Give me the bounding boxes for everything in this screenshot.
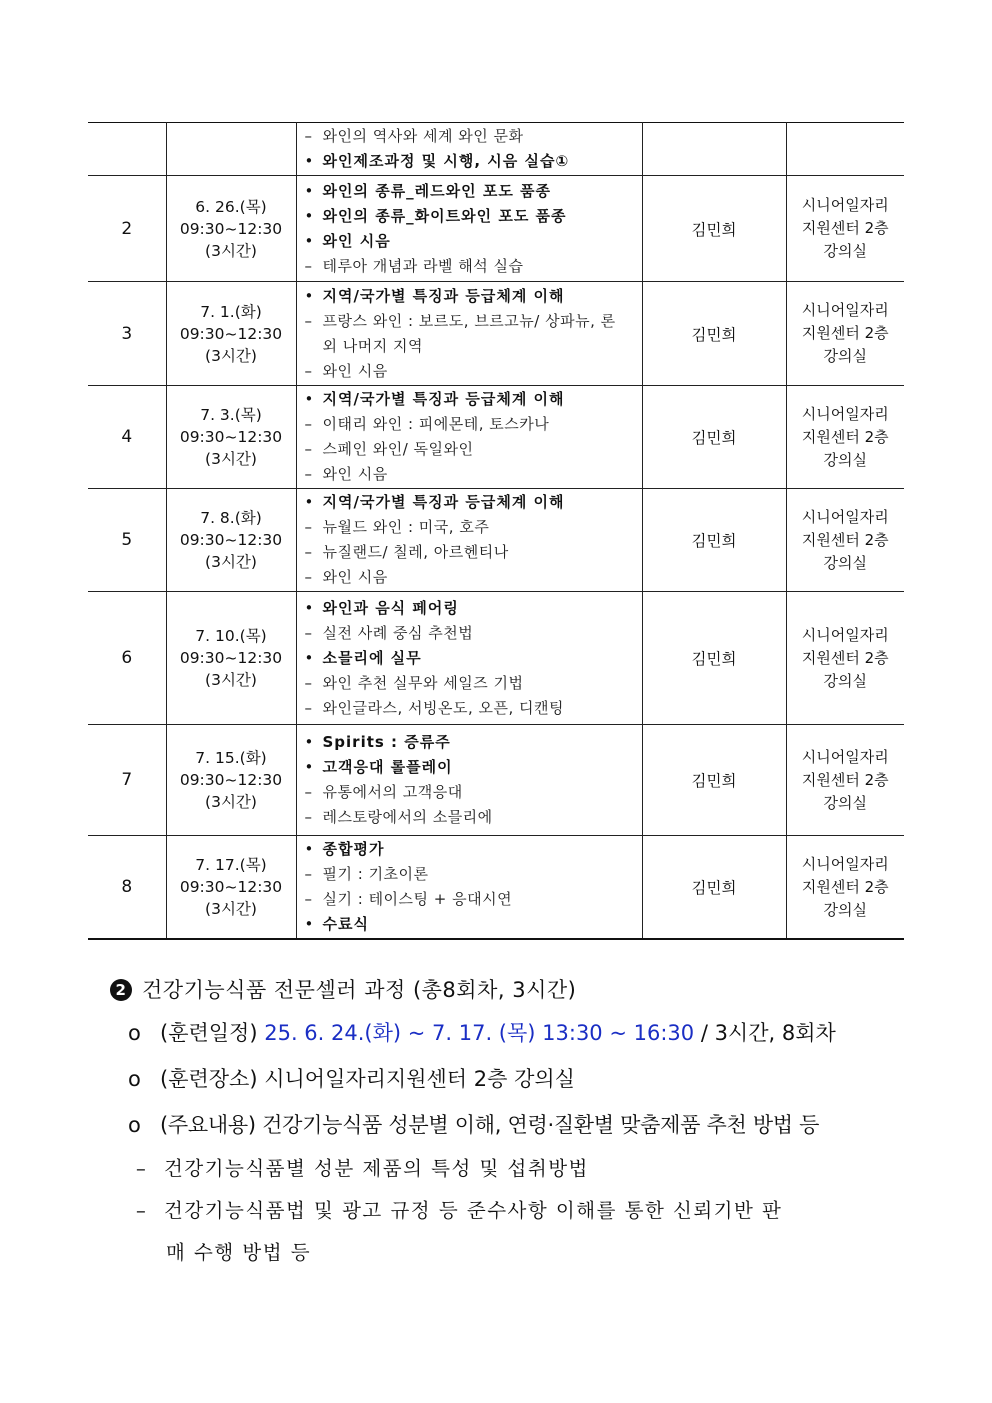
content-text: 지역/국가별 특징과 등급체계 이해	[322, 286, 565, 305]
curriculum-table	[88, 122, 904, 940]
date-line: (3시간)	[205, 450, 257, 468]
place-line: 지원센터 2층	[801, 324, 889, 342]
table-row	[88, 836, 904, 940]
instructor: 김민희	[642, 592, 786, 725]
date-line: 09:30~12:30	[179, 878, 283, 896]
content-text: 지역/국가별 특징과 등급체계 이해	[322, 493, 565, 511]
content-text: 실기 : 테이스팅 + 응대시연	[322, 890, 513, 908]
session-content	[296, 592, 642, 725]
date-line: (3시간)	[205, 793, 257, 811]
date-line: (3시간)	[205, 241, 257, 260]
content-text: 와인의 종류_레드와인 포도 품종	[322, 181, 552, 200]
instructor: 김민희	[642, 489, 786, 592]
dash-marker: –	[304, 127, 312, 145]
place-line: 강의실	[823, 671, 867, 690]
place-line: 강의실	[823, 793, 867, 812]
date-line: 6. 26.(목)	[195, 197, 267, 216]
session-number: 2	[88, 176, 166, 282]
dash-marker: –	[304, 568, 312, 586]
place-value: 시니어일자리지원센터 2층 강의실	[264, 1067, 575, 1091]
bullet-marker: •	[304, 598, 314, 617]
table-row	[88, 725, 904, 836]
dash-item	[305, 412, 636, 437]
session-date	[166, 725, 296, 836]
section-title	[110, 970, 930, 1010]
bullet-marker: •	[304, 152, 314, 170]
dash-marker: –	[304, 623, 312, 642]
bullet-marker: •	[304, 390, 314, 408]
bullet-item	[305, 490, 636, 515]
section-number: 2	[110, 979, 132, 1001]
dash-marker: –	[304, 808, 312, 826]
dash-item	[305, 696, 636, 721]
date-line: 7. 8.(화)	[200, 509, 262, 527]
place-line: 지원센터 2층	[801, 219, 889, 237]
instructor: 김민희	[642, 725, 786, 836]
table-row	[88, 176, 904, 282]
section-title-text: 건강기능식품 전문셀러 과정 (총8회차, 3시간)	[142, 978, 577, 1002]
session-content	[296, 725, 642, 836]
bullet-marker: •	[304, 648, 314, 667]
date-line: 09:30~12:30	[179, 219, 283, 238]
place-line: 시니어일자리	[801, 625, 889, 644]
place-line: 시니어일자리	[801, 196, 889, 214]
content-text: 와인글라스, 서빙온도, 오픈, 디캔팅	[322, 698, 564, 717]
schedule-value: 25. 6. 24.(화) ~ 7. 17. (목) 13:30 ~ 16:30	[264, 1021, 695, 1045]
place-line: 지원센터 2층	[801, 530, 889, 549]
date-line: 09:30~12:30	[179, 531, 283, 549]
session-date	[166, 282, 296, 386]
place-line: 지원센터 2층	[801, 648, 889, 667]
detail-line: – 건강기능식품별 성분 제품의 특성 및 섭취방법	[136, 1157, 589, 1180]
content-text: 와인의 종류_화이트와인 포도 품종	[322, 206, 567, 225]
content-text: 스페인 와인/ 독일와인	[322, 440, 474, 458]
dash-item	[305, 309, 636, 359]
instructor: 김민희	[642, 836, 786, 940]
instructor	[642, 123, 786, 176]
place-line: 시니어일자리	[801, 404, 889, 423]
place-item	[128, 1056, 930, 1102]
detail-line: – 건강기능식품법 및 광고 규정 등 준수사항 이해를 통한 신뢰기반 판	[136, 1199, 783, 1222]
bullet-item	[305, 149, 636, 174]
session-content	[296, 282, 642, 386]
session-content	[296, 386, 642, 489]
bullet-marker: •	[304, 286, 314, 305]
session-number: 4	[88, 386, 166, 489]
content-text: 뉴월드 와인 : 미국, 호주	[322, 518, 490, 536]
place-line: 시니어일자리	[801, 301, 889, 319]
item-label: (훈련장소)	[160, 1067, 258, 1091]
date-line: 7. 17.(목)	[195, 856, 267, 874]
dash-item	[305, 887, 636, 912]
session-number: 7	[88, 725, 166, 836]
dash-item	[305, 515, 636, 540]
content-text: 와인제조과정 및 시행, 시음 실습①	[322, 152, 570, 170]
dash-item	[305, 862, 636, 887]
bullet-marker: •	[304, 840, 314, 858]
content-value: 건강기능식품 성분별 이해, 연령·질환별 맞춤제품 추천 방법 등	[262, 1113, 820, 1137]
place	[786, 386, 904, 489]
dash-marker: –	[304, 543, 312, 561]
content-text: 레스토랑에서의 소믈리에	[322, 808, 493, 826]
date-line: 09:30~12:30	[179, 649, 283, 667]
date-line: 7. 15.(화)	[195, 749, 267, 767]
content-text: 와인의 역사와 세계 와인 문화	[322, 127, 524, 145]
instructor: 김민희	[642, 282, 786, 386]
schedule-item	[128, 1010, 930, 1056]
place	[786, 725, 904, 836]
place-line: 강의실	[823, 900, 867, 919]
dash-marker: –	[304, 440, 312, 458]
place-line: 지원센터 2층	[801, 427, 889, 446]
bullet-marker: •	[304, 915, 314, 933]
bullet-item	[305, 755, 636, 780]
date-line: 7. 1.(화)	[200, 302, 262, 321]
table-row	[88, 386, 904, 489]
date-line: 7. 3.(목)	[200, 406, 262, 424]
circle-marker: o	[128, 1113, 141, 1137]
session-number: 5	[88, 489, 166, 592]
place	[786, 836, 904, 940]
bullet-marker: •	[304, 758, 314, 776]
dash-item	[305, 565, 636, 590]
content-item	[128, 1102, 930, 1148]
content-text: 와인과 음식 페어링	[322, 598, 459, 617]
bullet-item	[305, 387, 636, 412]
content-text: 수료식	[322, 915, 369, 933]
dash-item	[305, 462, 636, 487]
place-line: 강의실	[823, 553, 867, 572]
bullet-item	[305, 912, 636, 937]
table-row	[88, 123, 904, 176]
content-text: 필기 : 기초이론	[322, 865, 429, 883]
instructor: 김민희	[642, 176, 786, 282]
table-row	[88, 592, 904, 725]
bullet-marker: •	[304, 733, 314, 751]
dash-item	[305, 437, 636, 462]
place-line: 강의실	[823, 347, 867, 365]
content-text: 소믈리에 실무	[322, 648, 422, 667]
session-date	[166, 836, 296, 940]
dash-item	[305, 540, 636, 565]
place-line: 시니어일자리	[801, 854, 889, 873]
dash-marker: –	[304, 865, 312, 883]
content-text: 프랑스 와인 : 보르도, 브르고뉴/ 상파뉴, 론 외 나머지 지역	[322, 311, 616, 355]
bullet-item	[305, 179, 636, 204]
table-row	[88, 282, 904, 386]
circle-marker: o	[128, 1021, 141, 1045]
date-line: (3시간)	[205, 553, 257, 571]
session-content	[296, 176, 642, 282]
place-line: 강의실	[823, 450, 867, 469]
item-label: (훈련일정)	[160, 1021, 258, 1045]
bullet-item	[305, 837, 636, 862]
dash-marker: –	[304, 890, 312, 908]
schedule-suffix: / 3시간, 8회차	[694, 1021, 836, 1045]
detail-text: 매 수행 방법 등	[166, 1241, 312, 1264]
dash-marker: –	[304, 698, 312, 717]
bullet-item	[305, 229, 636, 254]
dash-marker: –	[304, 673, 312, 692]
date-line: (3시간)	[205, 346, 257, 365]
session-content	[296, 123, 642, 176]
dash-item	[305, 621, 636, 646]
session-number: 3	[88, 282, 166, 386]
dash-marker: –	[304, 518, 312, 536]
session-content	[296, 489, 642, 592]
session-date	[166, 176, 296, 282]
dash-marker: –	[304, 311, 312, 330]
instructor: 김민희	[642, 386, 786, 489]
content-text: 실전 사례 중심 추천법	[322, 623, 474, 642]
dash-marker: –	[304, 415, 312, 433]
bullet-marker: •	[304, 493, 314, 511]
date-line: 09:30~12:30	[179, 771, 283, 789]
bullet-item	[305, 596, 636, 621]
dash-item	[305, 805, 636, 830]
bullet-item	[305, 284, 636, 309]
item-label: (주요내용)	[160, 1113, 256, 1137]
dash-marker: –	[304, 256, 312, 275]
place-line: 지원센터 2층	[801, 877, 889, 896]
content-text: 와인 추천 실무와 세일즈 기법	[322, 673, 524, 692]
content-text: 유통에서의 고객응대	[322, 783, 463, 801]
content-text: 와인 시음	[322, 361, 388, 380]
bullet-item	[305, 204, 636, 229]
dash-item	[305, 359, 636, 384]
dash-item	[305, 254, 636, 279]
dash-item	[305, 780, 636, 805]
session-date	[166, 592, 296, 725]
bullet-marker: •	[304, 206, 314, 225]
content-text: 고객응대 롤플레이	[322, 758, 453, 776]
bullet-marker: •	[304, 231, 314, 250]
detail-text: 건강기능식품별 성분 제품의 특성 및 섭취방법	[164, 1157, 589, 1180]
content-text: 와인 시음	[322, 231, 391, 250]
content-text: 이태리 와인 : 피에몬테, 토스카나	[322, 415, 550, 433]
session-date	[166, 386, 296, 489]
date-line: 7. 10.(목)	[195, 627, 267, 645]
session-number: 8	[88, 836, 166, 940]
date-line: 09:30~12:30	[179, 324, 283, 343]
place-line: 강의실	[823, 242, 867, 260]
circle-marker: o	[128, 1067, 141, 1091]
detail-text: 건강기능식품법 및 광고 규정 등 준수사항 이해를 통한 신뢰기반 판	[164, 1199, 783, 1222]
place	[786, 592, 904, 725]
content-text: 지역/국가별 특징과 등급체계 이해	[322, 390, 565, 408]
place	[786, 123, 904, 176]
table-row	[88, 489, 904, 592]
session-date	[166, 123, 296, 176]
content-text: 종합평가	[322, 840, 385, 858]
dash-marker: –	[304, 465, 312, 483]
dash-marker: –	[304, 361, 312, 380]
detail-line-continued	[166, 1232, 930, 1274]
dash-marker: –	[304, 783, 312, 801]
content-text: 와인 시음	[322, 568, 388, 586]
section-2	[110, 970, 930, 1274]
date-line: (3시간)	[205, 671, 257, 689]
dash-item	[305, 671, 636, 696]
bullet-item	[305, 646, 636, 671]
date-line: 09:30~12:30	[179, 428, 283, 446]
bullet-item	[305, 730, 636, 755]
content-text: 테루아 개념과 라벨 해석 실습	[322, 256, 524, 275]
session-number	[88, 123, 166, 176]
place-line: 시니어일자리	[801, 747, 889, 766]
bullet-marker: •	[304, 181, 314, 200]
dash-item	[305, 124, 636, 149]
session-date	[166, 489, 296, 592]
date-line: (3시간)	[205, 900, 257, 918]
place	[786, 489, 904, 592]
content-text: 뉴질랜드/ 칠레, 아르헨티나	[322, 543, 509, 561]
place	[786, 282, 904, 386]
content-text: Spirits : 증류주	[322, 733, 451, 751]
place	[786, 176, 904, 282]
session-number: 6	[88, 592, 166, 725]
place-line: 시니어일자리	[801, 507, 889, 526]
session-content	[296, 836, 642, 940]
place-line: 지원센터 2층	[801, 770, 889, 789]
content-text: 와인 시음	[322, 465, 388, 483]
